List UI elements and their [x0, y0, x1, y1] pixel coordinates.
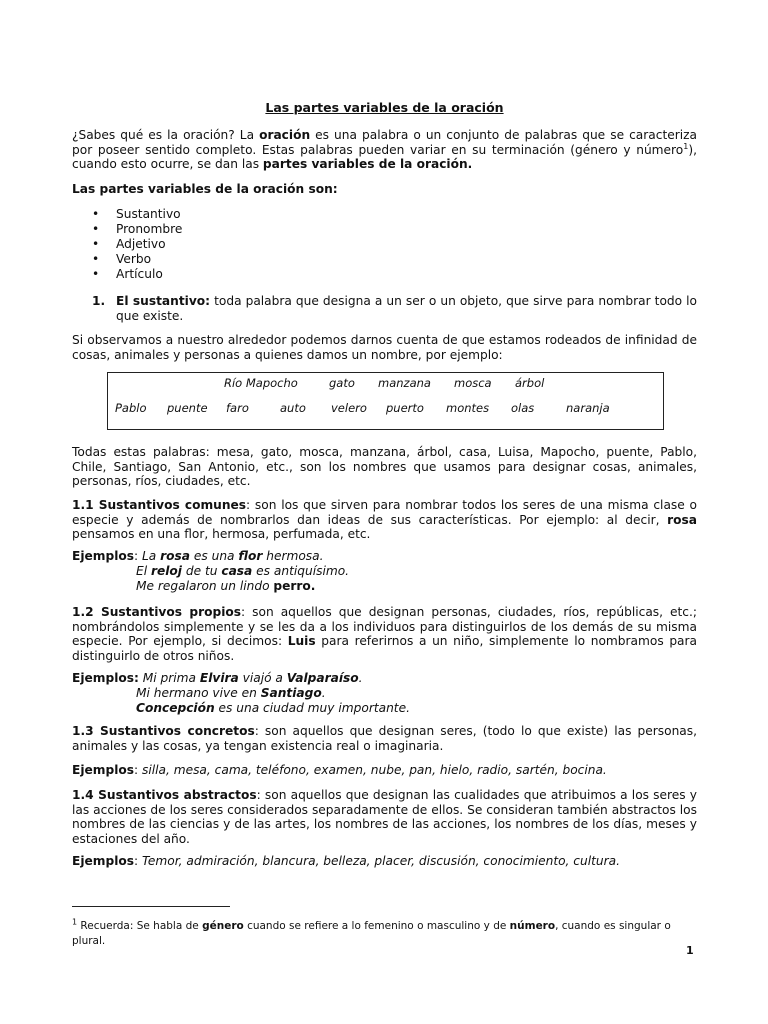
page-title: Las partes variables de la oración	[265, 100, 504, 115]
footnote-bold: género	[202, 919, 244, 932]
intro-text-2: es una palabra o un conjunto de palabras que se caracteriza por poseer sentido completo. Estas palabras pueden variar en su terminación (género y número	[72, 128, 697, 157]
section-1-sustantivo	[92, 294, 697, 323]
bold-word: Luis	[287, 634, 316, 649]
footnote-text: Recuerda: Se habla de	[77, 919, 203, 932]
footnote-text: cuando se refiere a lo femenino o masculino y de	[243, 919, 510, 932]
section-text: toda palabra que designa a un ser o un objeto, que sirve para nombrar todo lo que existe.	[116, 294, 698, 323]
examples-1-line-1	[72, 549, 324, 564]
intro-text-3: ), cuando esto ocurre, se dan las	[72, 142, 697, 172]
separator: :	[134, 763, 142, 777]
section-label: 1.4 Sustantivos abstractos	[72, 788, 257, 802]
examples-1-line-3	[136, 579, 315, 594]
box-word: puente	[167, 401, 208, 415]
example-bold: Valparaíso	[286, 671, 359, 685]
examples-4	[72, 854, 620, 869]
section-1-3-concretos	[72, 724, 697, 753]
section-1-1-comunes	[72, 498, 697, 542]
footnote	[72, 919, 697, 950]
separator: :	[134, 549, 142, 563]
examples-2-line-1	[72, 671, 363, 686]
intro-bold-partes: partes variables de la oración.	[262, 157, 473, 172]
section-label: 1.1 Sustantivos comunes	[72, 498, 247, 512]
section-text: : son aquellos que designan personas, ciudades, ríos, repúblicas, etc.; nombrándolos simplemente y se les da a los individuos para distinguirlos de los demás de su misma especie. Por ejemplo, si decimos:	[72, 605, 697, 649]
list-item: • Pronombre	[72, 222, 182, 237]
section-text: para referirnos a un niño, simplemente lo nombramos para distinguirlo de otros niños.	[72, 634, 698, 663]
box-word: auto	[280, 401, 306, 415]
example-bold: Elvira	[199, 671, 239, 685]
example-text: es una ciudad muy importante.	[214, 701, 410, 715]
section-label: 1.3 Sustantivos concretos	[72, 724, 255, 738]
footnote-text: , cuando es singular o plural.	[72, 919, 671, 947]
section-label: El sustantivo:	[116, 294, 211, 308]
page-number: 1	[686, 944, 694, 957]
bullet-list	[72, 207, 182, 282]
example-text: La	[141, 549, 161, 563]
examples-box	[107, 372, 664, 430]
observe-paragraph: Si observamos a nuestro alrededor podemos darnos cuenta de que estamos rodeados de infinidad de cosas, animales y personas a quienes damos un nombre, por ejemplo:	[72, 333, 697, 362]
example-text: viajó a	[238, 671, 287, 685]
box-word: Río Mapocho	[224, 376, 298, 390]
example-text: silla, mesa, cama, teléfono, examen, nube, pan, hielo, radio, sartén, bocina.	[141, 763, 607, 777]
section-1-2-propios	[72, 605, 697, 663]
list-item: • Sustantivo	[72, 207, 182, 222]
example-text: es antiquísimo.	[252, 564, 350, 578]
example-bold: Concepción	[136, 701, 215, 715]
list-item: • Verbo	[72, 252, 182, 267]
list-item: • Artículo	[72, 267, 182, 282]
box-word: naranja	[566, 401, 610, 415]
example-bold: reloj	[150, 564, 182, 578]
section-number: 1.	[92, 294, 106, 308]
examples-2-line-2	[136, 686, 326, 701]
example-bold: Santiago	[260, 686, 322, 700]
section-text: pensamos en una flor, hermosa, perfumada, etc.	[72, 527, 371, 542]
examples-2-line-3	[136, 701, 410, 716]
examples-label: Ejemplos:	[72, 671, 139, 685]
list-heading: Las partes variables de la oración son:	[72, 182, 338, 196]
box-word: puerto	[386, 401, 424, 415]
example-text: Temor, admiración, blancura, belleza, placer, discusión, conocimiento, cultura.	[141, 854, 620, 868]
examples-3	[72, 763, 607, 778]
footnote-mark: 1	[72, 917, 78, 926]
example-text: Mi hermano vive en	[136, 686, 261, 700]
box-word: Pablo	[115, 401, 147, 415]
section-text: : son aquellos que designan las cualidades que atribuimos a los seres y las acciones de los seres considerados separadamente de ellos. Se consideran también abstractos los nombres de las ciencias y de las artes, los nombres de las acciones, los nombres de los días, meses y estaciones del año.	[72, 788, 697, 846]
example-text: Mi prima	[138, 671, 200, 685]
section-1-4-abstractos	[72, 788, 697, 846]
box-word: mosca	[454, 376, 492, 390]
examples-1-line-2	[136, 564, 349, 579]
example-text: es una	[190, 549, 239, 563]
footnote-ref: 1	[683, 141, 689, 151]
examples-label: Ejemplos	[72, 854, 134, 868]
example-text: de tu	[181, 564, 222, 578]
examples-label: Ejemplos	[72, 549, 134, 563]
box-word: olas	[511, 401, 535, 415]
example-text: .	[321, 686, 326, 700]
box-word: faro	[226, 401, 249, 415]
intro-bold-oracion: oración	[259, 128, 311, 142]
box-word: manzana	[378, 376, 431, 390]
example-text: El	[136, 564, 151, 578]
intro-paragraph	[72, 128, 697, 172]
separator: :	[134, 854, 142, 868]
todas-paragraph: Todas estas palabras: mesa, gato, mosca, manzana, árbol, casa, Luisa, Mapocho, puente, Pablo, Chile, Santiago, San Antonio, etc., son los nombres que usamos para designar cosas, animales, personas, ríos, ciudades, etc.	[72, 445, 697, 489]
example-bold: flor	[238, 549, 263, 563]
footnote-divider	[72, 906, 230, 907]
section-label: 1.2 Sustantivos propios	[72, 605, 242, 619]
example-bold: casa	[221, 564, 253, 578]
section-text: : son aquellos que designan seres, (todo lo que existe) las personas, animales y las cosas, ya tengan existencia real o imaginaria.	[72, 724, 697, 753]
box-word: montes	[446, 401, 490, 415]
example-bold: rosa	[160, 549, 190, 563]
example-text: .	[358, 671, 363, 685]
example-bold: perro.	[273, 579, 316, 593]
examples-label: Ejemplos	[72, 763, 134, 777]
list-item: • Adjetivo	[72, 237, 182, 252]
footnote-bold: número	[509, 919, 556, 932]
example-text: Me regalaron un lindo	[136, 579, 274, 593]
intro-text-1: ¿Sabes qué es la oración? La	[72, 128, 260, 142]
bold-word: rosa	[667, 512, 697, 527]
box-word: gato	[329, 376, 355, 390]
section-text: : son los que sirven para nombrar todos los seres de una misma clase o especie y además de nombrarlos dan ideas de sus características. Por ejemplo: al decir,	[72, 498, 697, 527]
box-word: velero	[331, 401, 367, 415]
example-text: hermosa.	[262, 549, 324, 563]
box-word: árbol	[515, 376, 545, 390]
